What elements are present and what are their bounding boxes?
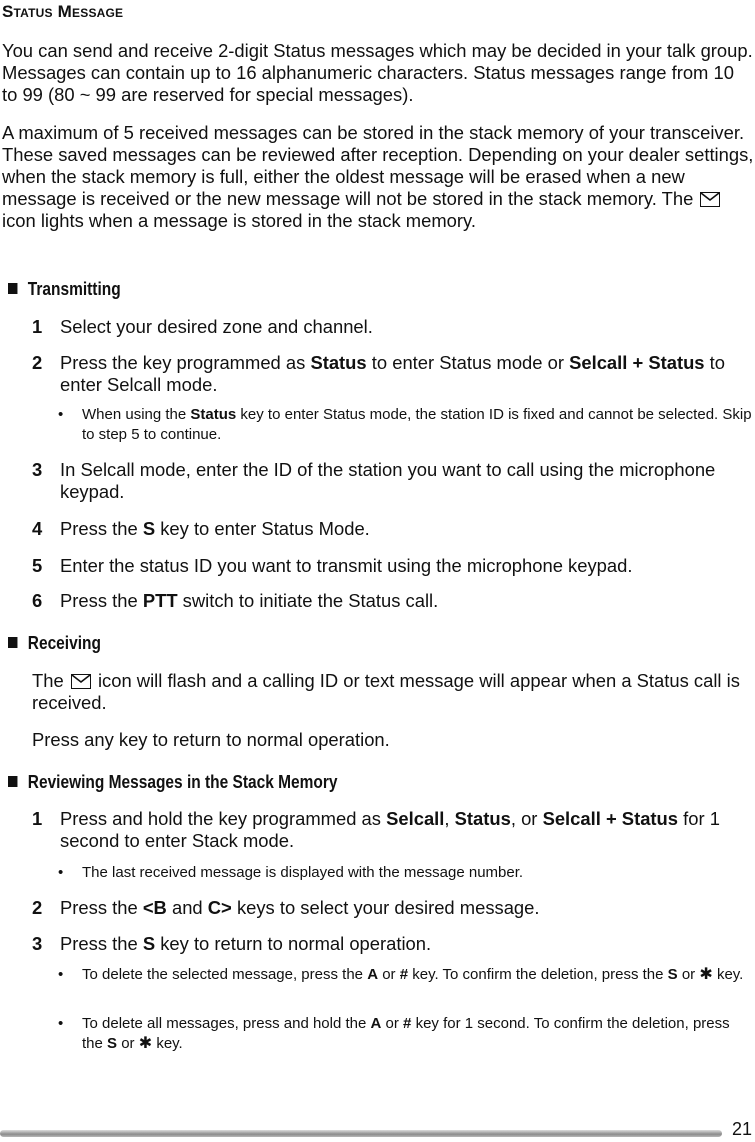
- text-run: Press the: [60, 933, 138, 954]
- step-number: 2: [32, 352, 43, 373]
- envelope-icon: [700, 192, 720, 207]
- step-text: [60, 590, 752, 612]
- text-run: , or: [510, 808, 538, 829]
- text-run: key.: [156, 1035, 183, 1052]
- square-bullet-icon: [8, 283, 17, 294]
- note-text: [82, 1014, 752, 1054]
- key-label-hash: #: [403, 1015, 412, 1032]
- step-number: 4: [32, 518, 43, 539]
- section-heading-text: Receiving: [27, 633, 101, 653]
- key-label-status: Status: [454, 808, 511, 829]
- page-number: 21: [732, 1119, 753, 1139]
- text-run: key to enter Status Mode.: [160, 518, 370, 539]
- step-number: 5: [32, 555, 43, 576]
- receiving-paragraph-1: [32, 670, 752, 714]
- key-label-ptt: PTT: [142, 590, 178, 611]
- step-text: [60, 933, 752, 955]
- key-label-s: S: [107, 1035, 118, 1052]
- text-run: and: [171, 897, 203, 918]
- intro-paragraph-2: [2, 122, 754, 232]
- step-number: 1: [32, 808, 43, 829]
- asterisk-key-icon: ✱: [138, 1035, 153, 1052]
- key-label-selcall: Selcall: [386, 808, 445, 829]
- text-run: To delete all messages, press and hold the: [82, 1015, 367, 1032]
- text-run: keys to select your desired message.: [236, 897, 540, 918]
- text-run: key for 1 second. To confirm the deletion, press the: [82, 1015, 730, 1052]
- step-text: [60, 352, 752, 396]
- square-bullet-icon: [8, 637, 17, 648]
- text-run: icon will flash and a calling ID or text message will appear when a Status call is received.: [32, 670, 740, 713]
- bullet: •: [58, 864, 64, 881]
- note-text: [82, 965, 752, 985]
- key-label-s: S: [142, 518, 156, 539]
- text-run: key.: [716, 966, 744, 983]
- text-run: ,: [444, 808, 450, 829]
- key-label-a: A: [370, 1015, 382, 1032]
- text-run: or: [382, 966, 396, 983]
- text-run: for 1 second to enter Stack mode.: [60, 808, 720, 851]
- step-text: [60, 808, 752, 852]
- text-run: key to enter Status mode, the station ID is fixed and cannot be selected. Skip to step 5 to continue.: [82, 406, 752, 443]
- text-run: or: [385, 1015, 399, 1032]
- key-label-hash: #: [399, 966, 409, 983]
- text-run: The: [32, 670, 64, 691]
- key-label-status: Status: [190, 406, 237, 423]
- page-title: Status Message: [2, 2, 124, 21]
- square-bullet-icon: [8, 776, 17, 787]
- footer-rule: [0, 1130, 722, 1137]
- text-run: to enter Status mode or: [371, 352, 564, 373]
- step-text: [60, 518, 752, 540]
- key-label-c-right: C>: [207, 897, 232, 918]
- text-run: Press the: [60, 590, 138, 611]
- step-text: Select your desired zone and channel.: [60, 316, 373, 337]
- step-number: 1: [32, 316, 43, 337]
- section-heading-text: Reviewing Messages in the Stack Memory: [27, 772, 338, 792]
- step-number: 6: [32, 590, 43, 611]
- section-heading-receiving: [8, 633, 101, 654]
- step-number: 3: [32, 459, 43, 480]
- text-run: key to return to normal operation.: [160, 933, 432, 954]
- section-heading-text: Transmitting: [27, 279, 121, 299]
- text-run: switch to initiate the Status call.: [182, 590, 439, 611]
- step-number: 3: [32, 933, 43, 954]
- section-heading-transmitting: [8, 279, 121, 300]
- bullet: •: [58, 406, 64, 423]
- bullet: •: [58, 966, 64, 983]
- intro-p2-text-b: icon lights when a message is stored in the stack memory.: [2, 210, 476, 231]
- text-run: to enter Selcall mode.: [60, 352, 726, 395]
- text-run: When using the: [82, 406, 187, 423]
- envelope-icon: [71, 674, 91, 689]
- note-text: [82, 405, 752, 445]
- step-text: Enter the status ID you want to transmit using the microphone keypad.: [60, 555, 633, 576]
- section-heading-reviewing: [8, 772, 338, 793]
- step-text: In Selcall mode, enter the ID of the station you want to call using the microphone keypad.: [60, 459, 716, 502]
- text-run: or: [121, 1035, 135, 1052]
- text-run: or: [681, 966, 696, 983]
- key-label-status: Status: [310, 352, 367, 373]
- key-label-a: A: [367, 966, 379, 983]
- text-run: Press the key programmed as: [60, 352, 306, 373]
- receiving-paragraph-2: Press any key to return to normal operation.: [32, 729, 390, 750]
- text-run: Press the: [60, 897, 138, 918]
- intro-p2-text-a: A maximum of 5 received messages can be stored in the stack memory of your transceiver. These saved messages can be reviewed after reception. Depending on your dealer settings, when the stack memory is full, either the oldest message will be erased when a new message is received or the new message will not be stored in the stack memory. The: [2, 122, 754, 209]
- text-run: key. To confirm the deletion, press the: [412, 966, 664, 983]
- bullet: •: [58, 1015, 64, 1032]
- asterisk-key-icon: ✱: [699, 966, 713, 983]
- key-label-b-left: <B: [142, 897, 167, 918]
- step-number: 2: [32, 897, 43, 918]
- key-label-s: S: [667, 966, 678, 983]
- key-label-s: S: [142, 933, 156, 954]
- text-run: Press and hold the key programmed as: [60, 808, 381, 829]
- text-run: To delete the selected message, press the: [82, 966, 364, 983]
- key-label-selcall-status: Selcall + Status: [569, 352, 705, 373]
- note-text: The last received message is displayed with the message number.: [82, 864, 524, 881]
- key-label-selcall-status: Selcall + Status: [542, 808, 679, 829]
- intro-paragraph-1: You can send and receive 2-digit Status messages which may be decided in your talk group. Messages can contain up to 16 alphanumeric characters. Status messages range from 10 to 99 (80 ~ 99 are reserved for special messages).: [2, 40, 753, 105]
- text-run: Press the: [60, 518, 138, 539]
- step-text: [60, 897, 752, 919]
